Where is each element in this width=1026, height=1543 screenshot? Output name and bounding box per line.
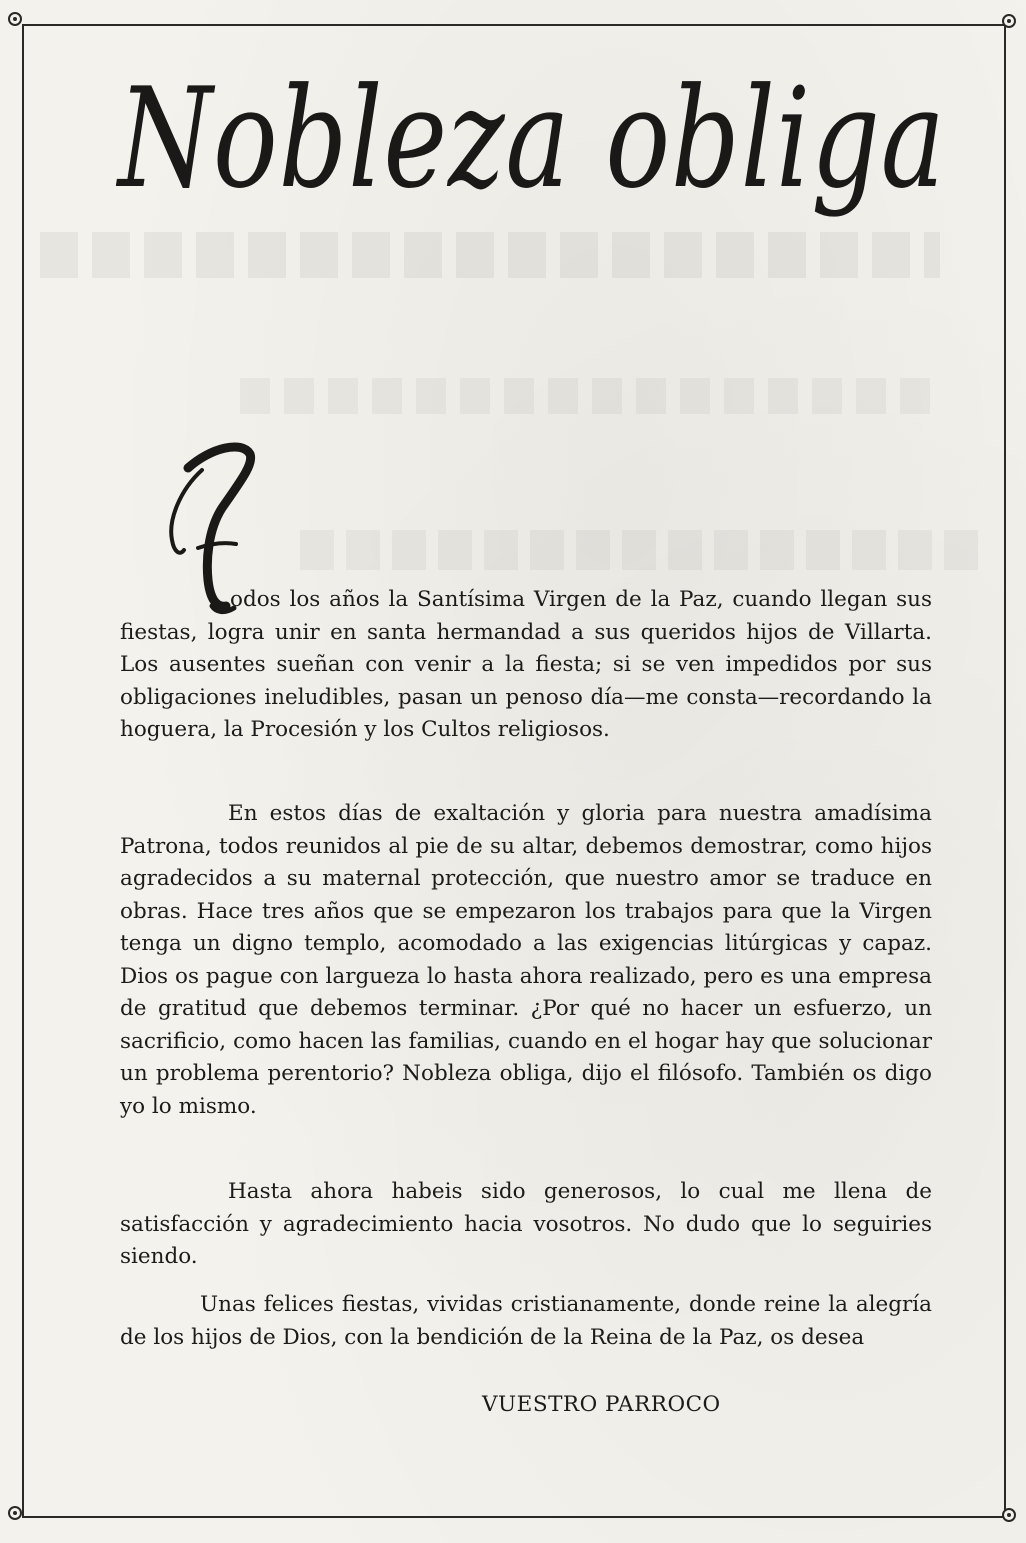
corner-ornament-top-right-icon	[1002, 14, 1016, 28]
corner-ornament-bottom-right-icon	[1002, 1508, 1016, 1522]
show-through-band-3	[300, 530, 980, 570]
show-through-band-2	[240, 378, 940, 414]
page-title: Nobleza obliga	[118, 58, 946, 219]
frame-bottom-border	[22, 1516, 1006, 1518]
paragraph-2: En estos días de exaltación y gloria para nuestra amadísima Patrona, todos reunidos al pie de su altar, debemos demostrar, como hijos agradecidos a su maternal protección, que nuestro amor se traduce en obras. Hace tres años que se empezaron los trabajos para que la Virgen tenga un digno templo, acomodado a las exigencias litúrgicas y capaz. Dios os pague con largueza lo hasta ahora realizado, pero es una empresa de gratitud que debemos terminar. ¿Por qué no hacer un esfuerzo, un sacrificio, como hacen las familias, cuando en el hogar hay que solucionar un problema perentorio? Nobleza obliga, dijo el filósofo. También os digo yo lo mismo.	[120, 801, 932, 1119]
frame-top-border	[22, 24, 1006, 26]
corner-ornament-bottom-left-icon	[8, 1506, 22, 1520]
frame-left-border	[22, 24, 24, 1518]
frame-right-border	[1004, 24, 1006, 1518]
show-through-band-1	[40, 232, 940, 278]
paragraph-4: Unas felices fiestas, vividas cristianamente, donde reine la alegría de los hijos de Dios, con la bendición de la Reina de la Paz, os desea	[120, 1292, 932, 1350]
corner-ornament-top-left-icon	[8, 12, 22, 26]
signature: VUESTRO PARROCO	[482, 1392, 721, 1417]
paragraph-3: Hasta ahora habeis sido generosos, lo cual me llena de satisfacción y agradecimiento hacia vosotros. No dudo que lo seguiries siendo.	[120, 1179, 932, 1269]
paragraph-1	[120, 584, 932, 747]
paragraph-1-text: odos los años la Santísima Virgen de la Paz, cuando llegan sus fiestas, logra unir en santa hermandad a sus queridos hijos de Villarta. Los ausentes sueñan con venir a la fiesta; si se ven impedidos por sus obligaciones ineludibles, pasan un penoso día—me consta—recordando la hoguera, la Procesión y los Cultos religiosos.	[120, 587, 932, 742]
